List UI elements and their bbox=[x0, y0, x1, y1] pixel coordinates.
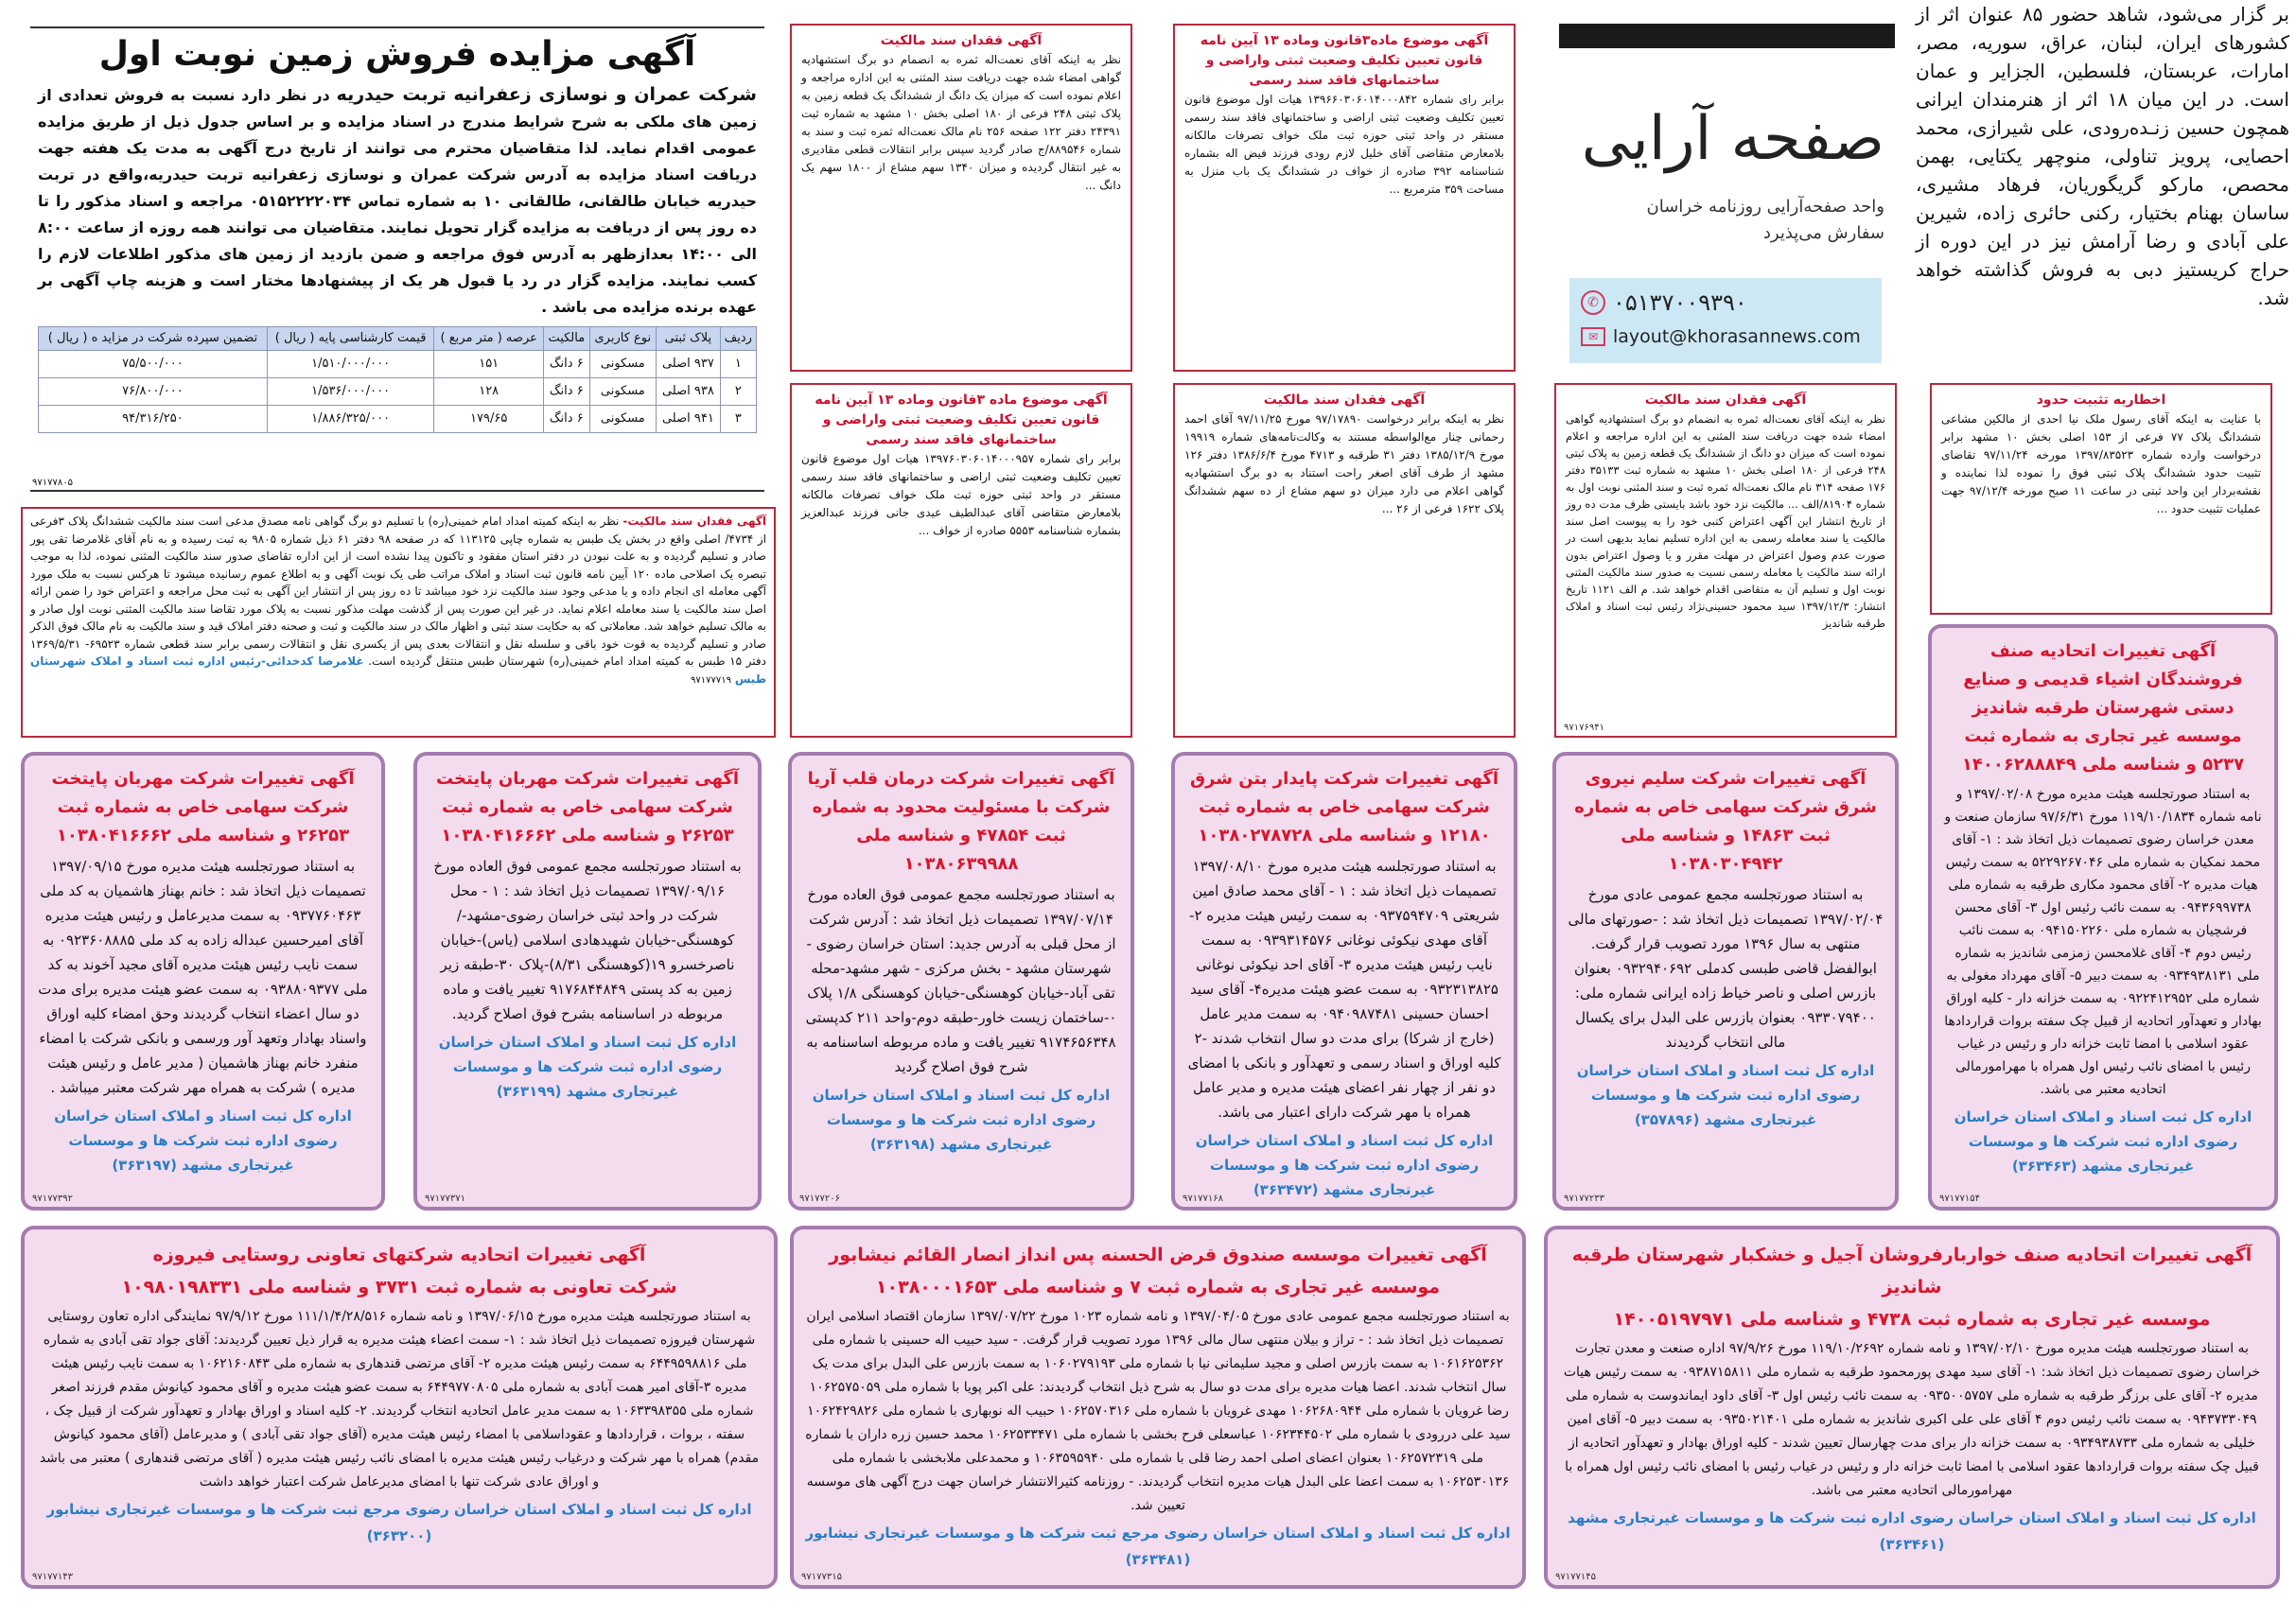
ad-title: آگهی تغییرات شرکت درمان قلب آریا شرکت با مسئولیت محدود به شماره ثبت ۴۷۸۵۴ و شناسه ملی ۱۰۳۸۰۶۳۹۹۸۸ bbox=[807, 769, 1115, 874]
table-cell: ۱۷۹/۶۵ bbox=[434, 406, 544, 433]
ad-signature: غلامرضا کدخدائی-رئیس اداره ثبت اسناد و املاک شهرستان طبس bbox=[30, 654, 766, 686]
ad-footer: اداره کل ثبت اسناد و املاک استان خراسان رضوی اداره ثبت شرکت ها و موسسات غیرتجاری مشهد (۳۶۳۴۶۱) bbox=[1568, 1509, 2256, 1553]
ad-body: به استناد صورتجلسه هیئت مدیره مورخ ۱۳۹۷/۰۲/۰۸ و نامه شماره ۱۱۹/۱۰/۱۸۳۴ مورخ ۹۷/۶/۳۱ سازمان صنعت و معدن خراسان رضوی تصمیمات ذیل اتخاذ شد : ۱- آقای محمد نمکیان به شماره ملی ۵۲۲۹۲۶۷۰۴۶ به سمت رئیس هیات مدیره ۲- آقای محمود مکاری طرقبه به شماره ملی ۰۹۴۳۶۹۹۷۳۸ به سمت نائب رئیس اول ۳- آقای محسن فرشچیان به شماره ملی ۰۹۴۱۵۰۲۲۶۰ به سمت نائب رئیس دوم ۴- آقای غلامحسن زمزمی شاندیز به شماره ملی ۰۹۳۴۹۳۸۱۳۱ به سمت دبیر ۵- آقای مهرداد مغولی به شماره ملی ۰۹۲۲۴۱۲۹۵۲ به سمت خزانه دار - کلیه اوراق بهادار و تعهدآور اتحادیه از قبیل چک سفته بروات قراردادها عقود اسلامی با امضا ثابت خزانه دار و رئیس در غیاب رئیس با امضای نائب رئیس اول همراه با مهرامورمالی اتحادیه معتبر می باشد. bbox=[1944, 787, 2262, 1097]
contact-box bbox=[1569, 278, 1882, 363]
table-cell: ۶ دانگ bbox=[544, 351, 589, 378]
small-ad bbox=[790, 24, 1132, 372]
ad-body: برابر رای شماره ۱۳۹۷۶۰۳۰۶۰۱۴۰۰۰۹۵۷ هیات اول موضوع قانون تعیین تکلیف وضعیت ثبتی اراضی و ساختمانهای فاقد سند رسمی مستقر در واحد ثبتی حوزه ثبت ملک خواف تصرفات مالکانه بلامعارض متقاضی آقای عبدالطیف عیدی جانی فرزند عبدالعزیز بشماره شناسنامه ۵۵۵۳ صادره از خواف ... bbox=[801, 452, 1121, 537]
small-ad bbox=[1173, 383, 1516, 738]
ad-body: برابر رای شماره ۱۳۹۶۶۰۳۰۶۰۱۴۰۰۰۸۴۲ هیات اول موضوع قانون تعیین تکلیف وضعیت ثبتی اراضی و ساختمانهای فاقد سند رسمی مستقر در واحد ثبتی حوزه ثبت ملک خواف تصرفات مالکانه بلامعارض متقاضی آقای خلیل لازم رودی فرزند فیض اله بشماره شناسنامه ۳۹۲ صادره از خواف در ششدانگ یک باب منزل به مساحت ۳۵۹ مترمربع ... bbox=[1184, 93, 1504, 196]
table-cell: ۱ bbox=[720, 351, 756, 378]
ad-body: به استناد صورتجلسه مجمع عمومی عادی مورخ ۱۳۹۷/۰۴/۰۵ و نامه شماره ۱۰۲۳ مورخ ۱۳۹۷/۰۷/۲۲ سازمان اقتصاد اسلامی ایران تصمیمات ذیل اتخاذ شد : - تراز و بیلان منتهی سال مالی ۱۳۹۶ مورد تصویب قرار گرفت. - سید حبیب اله حسینی با شماره ملی ۱۰۶۱۶۲۵۳۶۲ به سمت بازرس اصلی و مجید سلیمانی نیا با شماره ملی ۱۰۶۰۲۷۹۱۹۳ به سمت بازرس علی البدل برای مدت یک سال انتخاب شدند. اعضا هیات مدیره برای مدت دو سال به شرح ذیل انتخاب گردیدند: علی اکبر پویا با شماره ملی ۱۰۶۲۵۷۵۰۵۹ رضا غرویان با شماره ملی ۱۰۶۲۶۸۰۹۴۴ مهدی غرویان با شماره ملی ۱۰۶۲۵۷۰۳۱۶ حبیب اله نوبهاری با شماره ملی ۱۰۶۲۴۲۹۸۲۶ سید علی دررودی با شماره ملی ۱۰۶۲۳۴۴۵۰۲ عباسعلی فرح بخشی با شماره ملی ۱۰۶۲۵۳۳۴۷۱ محمد حسین زره داران با شماره ملی ۱۰۶۲۵۷۲۳۱۹ بعنوان اعضای اصلی احمد رضا قلی با شماره ملی ۱۰۶۳۵۹۵۹۴۰ و محمدعلی ملابخشی با شماره ملی ۱۰۶۲۵۳۰۱۳۶ به سمت اعضا علی البدل هیات مدیره انتخاب گردیدند. - روزنامه کثیرالانتشار خراسان جهت درج آگهی های موسسه تعیین شد. bbox=[805, 1309, 1511, 1513]
auction-ad bbox=[30, 26, 764, 492]
ad-footer: اداره کل ثبت اسناد و املاک استان خراسان رضوی مرجع ثبت شرکت ها و موسسات غیرتجاری نیشابور (۳۶۳۴۸۱) bbox=[805, 1525, 1511, 1568]
contact-phone[interactable]: ۰۵۱۳۷۰۰۹۳۹۰ bbox=[1613, 289, 1747, 316]
ad-code: ۹۷۱۷۷۳۹۲ bbox=[32, 1194, 73, 1204]
ad-title: آگهی تغییرات شرکت پایدار بتن شرق شرکت سهامی خاص به شماره ثبت ۱۲۱۸۰ و شناسه ملی ۱۰۳۸۰۲۷۸۷۲۸ bbox=[1189, 769, 1499, 845]
ad-title: آگهی موضوع ماده۳قانون وماده ۱۳ آیین نامه قانون تعیین تکلیف وضعیت ثبتی واراضی و ساختمانهای فاقد سند رسمی bbox=[1200, 33, 1489, 88]
table-cell: ۱۵۱ bbox=[434, 351, 544, 378]
ad-body: به استناد صورتجلسه مجمع عمومی فوق العاده مورخ ۱۳۹۷/۰۷/۱۴ تصمیمات ذیل اتخاذ شد : آدرس شرکت از محل قبلی به آدرس جدید: استان خراسان رضوی - شهرستان مشهد - بخش مرکزی - شهر مشهد-محله تقی آباد-خیابان کوهسنگی-خیابان کوهسنگی ۱/۸ پلاک ۰-ساختمان زیست خاور-طبقه دوم-واحد ۲۱۱ کدپستی ۹۱۷۴۶۵۶۳۴۸ تغییر یافت و ماده مربوطه اساسنامه به شرح فوق اصلاح گردید bbox=[805, 886, 1117, 1075]
ad-body: نظر به اینکه آقای نعمت‌اله ثمره به انضمام دو برگ استشهادیه گواهی امضاء شده جهت دریافت سند المثنی به این اداره مراجعه و اعلام نموده است که میزان یک دانگ از ششدانگ یک قطعه زمین به پلاک ثبتی ۲۴۸ فرعی از ۱۸۰ اصلی بخش ۱۰ مشهد به شماره ثبت ۲۴۳۹۱ دفتر ۱۲۲ صفحه ۲۵۶ نام مالک نعمت‌اله ثمره ثبت و سند به شماره ۸۸۹۵۴۶/ج صادر گردید سپس برابر انتقالات قطعی مقادیری به غیر انتقال گردیده و میزان ۱۳۴۰ سهم مشاع از ۱۸۰۰ سهم یک دانگ ... bbox=[801, 53, 1122, 192]
table-cell: ۱/۸۸۶/۳۲۵/۰۰۰ bbox=[267, 406, 433, 433]
promo-line-2: سفارش می‌پذیرد bbox=[1762, 223, 1884, 243]
pink-ad bbox=[21, 752, 385, 1211]
ad-title: اخطاریه تثبیت حدود bbox=[2036, 392, 2166, 408]
ad-title: آگهی فقدان سند مالکیت bbox=[1263, 392, 1426, 408]
ad-footer: اداره کل ثبت اسناد و املاک استان خراسان رضوی اداره ثبت شرکت ها و موسسات غیرتجاری مشهد (۳۶۳۱۹۷) bbox=[54, 1107, 352, 1174]
ad-title: آگهی تغییرات شرکت سلیم نیروی شرق شرکت سهامی خاص به شماره ثبت ۱۴۸۶۳ و شناسه ملی ۱۰۳۸۰۳۰۴۹۴۲ bbox=[1574, 769, 1877, 874]
auction-table-body bbox=[39, 351, 757, 433]
col-header: تضمین سپرده شرکت در مزاید ه ( ریال ) bbox=[39, 327, 268, 351]
table-cell: ۹۴۱ اصلی bbox=[657, 406, 721, 433]
ad-body: با عنایت به اینکه آقای رسول ملک نیا احدی از مالکین مشاعی ششدانگ پلاک ۷۷ فرعی از ۱۵۳ اصلی بخش ۱۰ مشهد برابر درخواست وارده شماره ۱۳۹۷/۸۳۵۲۳ مورخه ۹۷/۱۱/۲۴ تقاضای تثبیت حدود ششدانگ پلاک ثبتی فوق را نموده لذا نماینده و نقشه‌بردار این واحد ثبتی در ساعت ۱۱ صبح مورخه ۹۷/۱۲/۴ جهت عملیات تثبیت حدود ... bbox=[1941, 412, 2262, 515]
table-header-row bbox=[39, 327, 757, 351]
pink-ad bbox=[1928, 624, 2278, 1211]
table-cell: ۱۲۸ bbox=[434, 378, 544, 406]
table-row bbox=[39, 406, 757, 433]
ad-body: نظر به اینکه کمیته امداد امام خمینی(ره) با تسلیم دو برگ گواهی نامه مصدق مدعی است سند مالکیت ششدانگ پلاک ۳فرعی از ۴۷۳۴/ اصلی واقع در بخش یک طبس به شماره چاپی ۱۱۳۱۲۵ که در صفحه ۹۸ دفتر ۶۱ ذیل شماره ۹۸۰۵ به ثبت رسیده و به نام آقای غلامرضا تقی پور صادر و تسلیم گردیده و به علت نبودن در دفتر استان مفقود و تاکنون پیدا نشده است از این اداره تقاضای صدور سند مالکیت المثنی نموده، لذا به موجب تبصره یک اصلاحی ماده ۱۲۰ آیین نامه قانون ثبت اسناد و املاک مراتب طی یک نوبت آگهی و به اطلاع عموم رسانیده میشود تا هرکس نسبت به ملک مورد آگهی معامله ای انجام داده و یا مدعی وجود سند مالکیت نزد خود میباشد تا ده روز پس از انتشار این آگهی به ثبت محل مراجعه و اعتراض خود را ضمن ارائه اصل سند مالکیت یا سند معامله اعلام نماید. در غیر این صورت پس از گذشت مهلت مذکور نسبت به پلاک مورد تقاضا سند مالکیت المثنی نوبت اول صادر و به مالک تسلیم خواهد شد. معاملاتی که به حکایت سند ثبتی و اظهار مالک در سند مالکیت و ثبت و صحنه دفتر املاک قید و سند مالکیت به نام مالک فوق الذکر صادر و تسلیم گردیده به قوت خود باقی و سلسله نقل و انتقالات بعدی پس از یکسری نقل و انتقالات رسمی برابر سند قطعی شماره ۶۹۵۲۳- ۱۳۶۹/۵/۳۱ دفتر ۱۵ طبس به کمیته امداد امام خمینی(ره) شهرستان طبس منتقل گردیده است. bbox=[30, 514, 766, 668]
ad-body: به استناد صورتجلسه مجمع عمومی فوق العاده مورخ ۱۳۹۷/۰۹/۱۶ تصمیمات ذیل اتخاذ شد : ۱ - محل شرکت در واحد ثبتی خراسان رضوی-مشهد-/کوهسنگی-خیابان شهیدهادی اسلامی (یاس)-خیابان ناصرخسرو ۱۹(کوهسنگی ۸/۳۱)-پلاک ۳۰-طبقه زیر زمین به کد پستی ۹۱۷۶۸۴۴۸۴۹ تغییر یافت و ماده مربوطه در اساسنامه بشرح فوق اصلاح گردید. bbox=[433, 858, 742, 1022]
ad-body: به استناد صورتجلسه هیئت مدیره مورخ ۱۳۹۷/۰۲/۱۰ و نامه شماره ۱۱۹/۱۰/۲۶۹۲ مورخ ۹۷/۹/۲۶ اداره صنعت و معدن تجارت خراسان رضوی تصمیمات ذیل اتخاذ شد: ۱- آقای سید مهدی پورمحمود طرقبه به شماره ملی ۰۹۳۸۷۱۵۸۱۱ به سمت رئیس هیات مدیره ۲- آقای علی برزگر طرقبه به شماره ملی ۰۹۳۵۰۰۵۷۵۷ به سمت نائب رئیس اول ۳- آقای داود ایماندوست به شماره ملی ۰۹۴۳۷۳۳۰۴۹ به سمت نائب رئیس دوم ۴ آقای علی علی اکبری شاندیز به شماره ملی ۰۹۳۵۰۲۱۴۰۱ به سمت دبیر ۵- آقای امین خلیلی به شماره ملی ۰۹۳۴۹۳۸۷۳۳ به سمت خزانه دار برای مدت چهارسال تعیین شدند - کلیه اوراق بهادار و تعهدآور اتحادیه از قبیل چک سفته بروات قراردادها عقود اسلامی با امضا ثابت خزانه دار و رئیس در غیاب رئیس با امضای نائب رئیس اول همراه با مهرامورمالی اتحادیه معتبر می باشد. bbox=[1563, 1341, 2261, 1498]
ad-footer: اداره کل ثبت اسناد و املاک استان خراسان رضوی اداره ثبت شرکت ها و موسسات غیرتجاری مشهد (۳۶۳۱۹۸) bbox=[812, 1087, 1111, 1153]
table-cell: ۷۵/۵۰۰/۰۰۰ bbox=[39, 351, 268, 378]
ad-code: ۹۷۱۷۷۸۰۵ bbox=[32, 478, 73, 488]
ad-code: ۹۷۱۷۷۳۷۱ bbox=[425, 1194, 465, 1204]
ad-title: آگهی موضوع ماده ۳قانون وماده ۱۳ آیین نامه قانون تعیین تکلیف وضعیت ثبتی واراضی و ساختمانهای فاقد سند رسمی bbox=[815, 392, 1108, 447]
table-cell: ۶ دانگ bbox=[544, 406, 589, 433]
ad-body: به استناد صورتجلسه هیئت مدیره مورخ ۱۳۹۷/۰۶/۱۵ و نامه شماره ۱۱۱/۱/۴/۲۸/۵۱۶ مورخ ۹۷/۹/۱۲ نمایندگی اداره تعاون روستایی شهرستان فیروزه تصمیمات ذیل اتخاذ شد : ۱- سمت اعضاء هیئت مدیره به قرار ذیل تعیین گردیدند: آقای جواد تقی آبادی به شماره ملی ۶۴۴۹۵۹۸۸۱۶ به سمت رئیس هیئت مدیره ۲- آقای مرتضی قندهاری به شماره ملی ۱۰۶۲۱۶۰۸۴۳ به سمت نایب رئیس هیئت مدیره ۳-آقای امیر همت آبادی به شماره ملی ۶۴۴۹۷۷۰۸۰۵ به سمت عضو هیئت مدیره و آقای محمود کیانوش مقدم فرزند اصغر شماره ملی ۱۰۶۳۳۹۸۳۵۵ به سمت مدیر عامل اتحادیه انتخاب گردیدند. ۲- کلیه اسناد و اوراق بهادار و تعهدآور شرکت از قبیل چک ، سفته ، بروات ، قراردادها و عقوداسلامی با امضاء رئیس هیئت مدیره (آقای جواد تقی آبادی ) و مدیرعامل (آقای محمود کیانوش مقدم) همراه با مهر شرکت و درغیاب رئیس هیئت مدیره با امضای نائب رئیس هیئت مدیره ( آقای مرتضی قندهاری ) معتبر می باشد و اوراق عادی شرکت تنها با امضای مدیرعامل شرکت اعتبار خواهد داشت bbox=[39, 1309, 760, 1490]
col-header: مالکیت bbox=[544, 327, 589, 351]
ad-body: به استناد صورتجلسه مجمع عمومی عادی مورخ ۱۳۹۷/۰۲/۰۴ تصمیمات ذیل اتخاذ شد : -صورتهای مالی منتهی به سال ۱۳۹۶ مورد تصویب قرار گرفت. ابوالفضل قاضی طبسی کدملی ۰۹۳۲۹۴۰۶۹۲ بعنوان بازرس اصلی و ناصر خیاط زاده ایرانی شماره ملی: ۰۹۳۳۰۷۹۴۰۰ بعنوان بازرس علی البدل برای یکسال مالی انتخاب گردیدند bbox=[1568, 886, 1884, 1051]
ad-code: ۹۷۱۷۷۳۱۵ bbox=[801, 1572, 842, 1582]
table-cell: ۷۶/۸۰۰/۰۰۰ bbox=[39, 378, 268, 406]
ad-body: نظر به اینکه آقای نعمت‌اله ثمره به انضمام دو برگ استشهادیه گواهی امضاء شده جهت دریافت سند المثنی به این اداره مراجعه و اعلام نموده است که میزان دو دانگ از ششدانگ یک قطعه زمین به پلاک ثبتی ۲۴۸ فرعی از ۱۸۰ اصلی بخش ۱۰ مشهد به شماره ثبت ۳۵۱۳۳ دفتر ۱۷۶ صفحه ۳۱۴ نام مالک نعمت‌اله ثمره ثبت و سند المثنی نوبت اول به شماره ۸۱۹۰۴/الف ... مالکیت نزد خود باشد بایستی ظرف مدت ده روز از تاریخ انتشار این آگهی اعتراض کتبی خود را به پیوست اصل سند مالکیت یا سند معامله رسمی به این اداره تسلیم نماید بدیهی است در صورت عدم وصول اعتراض در مهلت مقرر و یا وصول اعتراض بدون ارائه سند مالکیت یا معامله رسمی نسبت به صدور سند مالکیت المثنی نوبت اول و تسلیم آن به متقاضی اقدام خواهد شد. م الف ۱۱۲۱ تاریخ انتشار: ۱۳۹۷/۱۲/۳ سید محمود حسینی‌نژاد رئیس ثبت اسناد و املاک طرقبه شاندیز bbox=[1566, 412, 1885, 630]
auction-table bbox=[38, 326, 757, 433]
ad-title: آگهی تغییرات شرکت مهربان پایتخت شرکت سهامی خاص به شماره ثبت ۲۶۲۵۳ و شناسه ملی ۱۰۳۸۰۴۱۶۶۶۲ bbox=[435, 769, 740, 845]
col-header: ردیف bbox=[720, 327, 756, 351]
ad-footer: اداره کل ثبت اسناد و املاک استان خراسان رضوی مرجع ثبت شرکت ها و موسسات غیرتجاری نیشابور (۳۶۳۲۰۰) bbox=[46, 1501, 752, 1544]
col-header: پلاک ثبتی bbox=[657, 327, 721, 351]
col-header: قیمت کارشناسی پایه ( ریال ) bbox=[267, 327, 433, 351]
ad-code: ۹۷۱۷۷۲۳۳ bbox=[1564, 1194, 1604, 1204]
col-header: نوع کاربری bbox=[589, 327, 657, 351]
ad-footer: اداره کل ثبت اسناد و املاک استان خراسان رضوی اداره ثبت شرکت ها و موسسات غیرتجاری مشهد (۳۶۳۴۶۳) bbox=[1954, 1108, 2252, 1175]
ad-body: نظر به اینکه برابر درخواست ۹۷/۱۷۸۹۰ مورخ ۹۷/۱۱/۲۵ آقای احمد رحمانی چنار مع‌الواسطه مستند به وکالت‌نامه‌های شماره ۱۹۹۱۹ مورخ ۱۳۸۵/۱۲/۹ دفتر ۳۱ طرقبه و ۴۷۱۳ مورخ ۱۳۸۶/۶/۴ دفتر ۱۲۶ مشهد از طرف آقای اصغر راحت استناد به دو برگ استشهادیه گواهی اعلام می دارد میزان دو سهم مشاع از ده سهم ششدانگ پلاک ۱۶۲۲ فرعی از ۲۶ ... bbox=[1184, 412, 1505, 515]
table-cell: ۲ bbox=[720, 378, 756, 406]
black-bar bbox=[1559, 24, 1895, 48]
table-cell: مسکونی bbox=[589, 406, 657, 433]
ad-code: ۹۷۱۷۷۱۴۳ bbox=[32, 1572, 73, 1582]
ad-title: آگهی تغییرات اتحادیه شرکتهای تعاونی روستایی فیروزه bbox=[152, 1245, 646, 1265]
promo-heading: صفحه آرایی bbox=[1581, 104, 1884, 174]
ad-footer: اداره کل ثبت اسناد و املاک استان خراسان رضوی اداره ثبت شرکت ها و موسسات غیرتجاری مشهد (۳۶۳۴۷۲) bbox=[1195, 1132, 1494, 1198]
phone-icon: ✆ bbox=[1581, 290, 1605, 315]
pink-ad bbox=[1552, 752, 1899, 1211]
wide-ad bbox=[790, 1226, 1526, 1589]
ad-subtitle: موسسه غیر تجاری به شماره ثبت ۷ و شناسه ملی ۱۰۳۸۰۰۰۱۶۵۳ bbox=[875, 1277, 1441, 1298]
ad-subtitle: شرکت تعاونی به شماره ثبت ۳۷۳۱ و شناسه ملی ۱۰۹۸۰۱۹۸۳۳۱ bbox=[121, 1277, 677, 1298]
ad-subtitle: موسسه غیر تجاری به شماره ثبت ۴۷۳۸ و شناسه ملی ۱۴۰۰۵۱۹۷۹۷۱ bbox=[1613, 1309, 2211, 1330]
table-cell: ۳ bbox=[720, 406, 756, 433]
email-icon: ✉ bbox=[1581, 327, 1605, 346]
col-header: عرصه ( متر مربع ) bbox=[434, 327, 544, 351]
wide-ad bbox=[1544, 1226, 2280, 1589]
table-row bbox=[39, 351, 757, 378]
auction-body: در نظر دارد نسبت به فروش تعدادی از زمین های ملکی به شرح شرایط مندرج در اسناد مزایده و بر اساس جدول ذیل از طریق مزایده عمومی اقدام نماید. لذا متقاضیان محترم می توانند از تاریخ درج آگهی به مدت یک هفته جهت دریافت اسناد مزایده به آدرس شرکت عمران و نوسازی زعفرانیه تربت حیدریه،واقع در تربت حیدریه خیابان طالقانی، طالقانی ۱۰ به شماره تماس ۰۵۱۵۲۲۲۲۰۳۴ مراجعه و اسناد مذکور را تا ده روز پس از دریافت به مزایده گزار تحویل نمایند. متقاضیان می توانند همه روزه از ساعت ۸:۰۰ الی ۱۴:۰۰ بعدازظهر به آدرس فوق مراجعه و ضمن بازدید از زمین های مذکور اطلاعات لازم را کسب نمایند. مزایده گزار در رد یا قبول هر یک از پیشنهادها مختار است و هزینه چاپ آگهی بر عهده برنده مزایده می باشد . bbox=[38, 86, 758, 316]
small-ad bbox=[790, 383, 1132, 738]
small-ad bbox=[1930, 383, 2272, 615]
table-cell: مسکونی bbox=[589, 351, 657, 378]
ad-footer: اداره کل ثبت اسناد و املاک استان خراسان رضوی اداره ثبت شرکت ها و موسسات غیرتجاری مشهد (۳۶۳۱۹۹) bbox=[438, 1034, 737, 1100]
table-cell: ۹۳۸ اصلی bbox=[657, 378, 721, 406]
pink-ad bbox=[1171, 752, 1517, 1211]
ad-code: ۹۷۱۷۷۱۴۵ bbox=[1555, 1572, 1596, 1582]
table-cell: ۹۳۷ اصلی bbox=[657, 351, 721, 378]
auction-title: آگهی مزایده فروش زمین نوبت اول bbox=[98, 35, 696, 74]
ad-title: آگهی فقدان سند مالکیت- bbox=[622, 514, 766, 528]
ad-title: آگهی تغییرات اتحادیه صنف فروشندگان اشیاء قدیمی و صنایع دستی شهرستان طرقبه شاندیز موسسه غیر تجاری به شماره ثبت ۵۲۳۷ و شناسه ملی ۱۴۰۰۶۲۸۸۸۴۹ bbox=[1961, 641, 2245, 775]
small-ad bbox=[1554, 383, 1897, 738]
ad-title: آگهی فقدان سند مالکیت bbox=[1644, 392, 1807, 408]
table-row bbox=[39, 378, 757, 406]
ad-code: ۹۷۱۷۶۹۴۱ bbox=[1564, 723, 1604, 733]
ad-title: آگهی تغییرات اتحادیه صنف خواربارفروشان آجیل و خشکبار شهرستان طرقبه شاندیز bbox=[1571, 1245, 2252, 1298]
ad-title: آگهی تغییرات موسسه صندوق قرض الحسنه پس انداز انصار القائم نیشابور bbox=[829, 1245, 1487, 1265]
contact-email[interactable]: layout@khorasannews.com bbox=[1613, 326, 1861, 347]
table-cell: مسکونی bbox=[589, 378, 657, 406]
ad-title: آگهی فقدان سند مالکیت bbox=[880, 33, 1043, 48]
auction-company: شرکت عمران و نوسازی زعفرانیه تربت حیدریه bbox=[336, 84, 757, 105]
pink-ad bbox=[788, 752, 1134, 1211]
wide-ad bbox=[21, 1226, 778, 1589]
ad-title: آگهی تغییرات شرکت مهربان پایتخت شرکت سهامی خاص به شماره ثبت ۲۶۲۵۳ و شناسه ملی ۱۰۳۸۰۴۱۶۶۶۲ bbox=[51, 769, 355, 845]
table-cell: ۹۴/۳۱۶/۲۵۰ bbox=[39, 406, 268, 433]
layout-service-promo bbox=[1551, 21, 1902, 366]
ad-code: ۹۷۱۷۷۱۶۸ bbox=[1183, 1194, 1223, 1204]
ad-code: ۹۷۱۷۷۲۰۶ bbox=[799, 1194, 840, 1204]
ad-code: ۹۷۱۷۷۷۱۹ bbox=[691, 674, 731, 686]
ad-code: ۹۷۱۷۷۱۵۴ bbox=[1939, 1194, 1980, 1204]
ad-body: به استناد صورتجلسه هیئت مدیره مورخ ۱۳۹۷/۰۹/۱۵ تصمیمات ذیل اتخاذ شد : خانم بهناز هاشمیان به کد ملی ۰۹۳۷۷۶۰۴۶۳ به سمت مدیرعامل و رئیس هیئت مدیره آقای امیرحسین عبداله زاده به کد ملی ۰۹۲۳۶۰۸۸۸۵ به سمت نایب رئیس هیئت مدیره آقای مجید آخوند به کد ملی ۰۹۳۸۸۰۹۳۷۷ به سمت عضو هیئت مدیره برای مدت دو سال اعضاء انتخاب گردیدند وحق امضاء کلیه اوراق واسناد بهادار وتعهد آور ورسمی و بانکی شرکت با امضاء منفرد خانم بهناز هاشمیان ( مدیر عامل و رئیس هیئت مدیره ) شرکت به همراه مهر شرکت معتبر میباشد . bbox=[38, 858, 368, 1096]
article-text: بر گزار می‌شود، شاهد حضور ۸۵ عنوان اثر از کشورهای ایران، لبنان، عراق، سوریه، مصر، امارات، عربستان، فلسطین، الجزایر و عمان است. در این میان ۱۸ اثر از هنرمندان ایرانی همچون حسین زنـده‌رودی، علی شیرازی، محمد احصایی، پرویز تناولی، منوچهر یکتایی، بهمن محصص، مارکو گریگوریان، فرهاد مشیری، ساسان بهنام بختیار، رکنی حائری زاده، شیرین علی آبادی و رضا آرامش نیز در این دوره از حراج کریستیز دبی به فروش گذاشته خواهد شد. bbox=[1916, 3, 2289, 309]
ad-body: به استناد صورتجلسه هیئت مدیره مورخ ۱۳۹۷/۰۸/۱۰ تصمیمات ذیل اتخاذ شد : ۱ - آقای محمد صادق امین شریعتی ۰۹۳۷۵۹۴۷۰۹ به سمت رئیس هیئت مدیره ۲- آقای مهدی نیکوئی نوغانی ۰۹۳۹۳۱۴۵۷۶ به سمت نایب رئیس هیئت مدیره ۳- آقای احد نیکوئی نوغانی ۰۹۳۲۳۱۳۸۲۵ به سمت عضو هیئت مدیره۴- آقای سید احسان حسینی ۰۹۴۰۹۸۷۴۸۱ به سمت مدیر عامل (خارج از شرکا) برای مدت دو سال انتخاب شدند -۲ کلیه اوراق و اسناد رسمی و تعهدآور و بانکی با امضای دو نفر از چهار نفر اعضای هیئت مدیره و مدیر عامل همراه با مهر شرکت دارای اعتبار می باشد. bbox=[1187, 858, 1501, 1121]
pink-ad bbox=[413, 752, 762, 1211]
tabas-lost-deed-ad bbox=[21, 507, 776, 738]
table-cell: ۱/۵۳۶/۰۰۰/۰۰۰ bbox=[267, 378, 433, 406]
small-ad bbox=[1173, 24, 1516, 372]
ad-footer: اداره کل ثبت اسناد و املاک استان خراسان رضوی اداره ثبت شرکت ها و موسسات غیرتجاری مشهد (۳۵۷۸۹۶) bbox=[1576, 1062, 1875, 1128]
table-cell: ۱/۵۱۰/۰۰۰/۰۰۰ bbox=[267, 351, 433, 378]
promo-line-1: واحد صفحه‌آرایی روزنامه خراسان bbox=[1646, 197, 1884, 217]
table-cell: ۶ دانگ bbox=[544, 378, 589, 406]
